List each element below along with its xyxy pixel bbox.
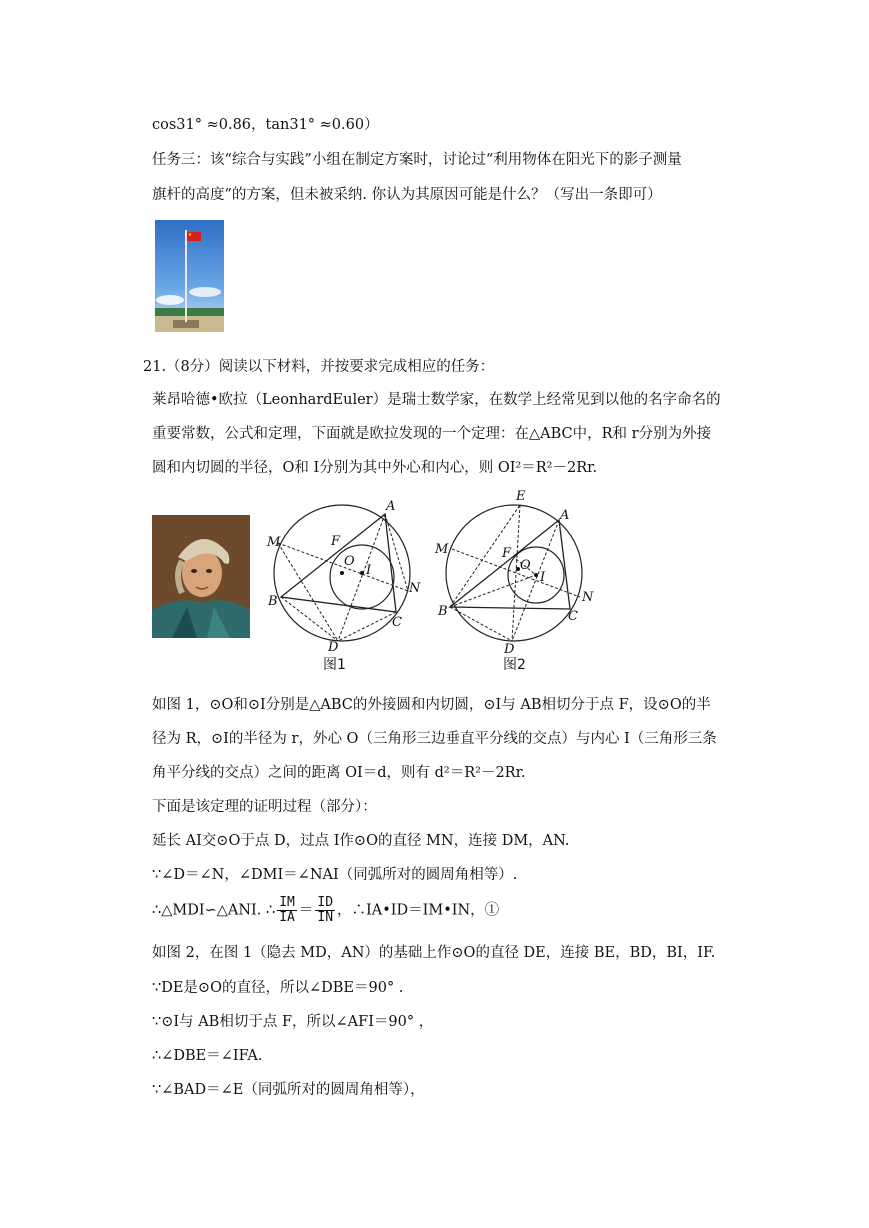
fig1-label-a: A: [386, 499, 396, 514]
frac2-numerator: ID: [317, 895, 334, 910]
task3-line-2: 旗杆的高度”的方案，但未被采纳. 你认为其原因可能是什么？（写出一条即可）: [152, 187, 662, 203]
fig1-label-o: O: [344, 554, 355, 569]
fig2-label-o: O: [520, 558, 531, 573]
fig1-label-b: B: [268, 594, 278, 609]
fig2-label-e: E: [516, 489, 526, 504]
fig1-label-m: M: [267, 535, 281, 550]
proof-line-3-start: ∴△MDI∽△ANI. ∴: [152, 902, 276, 919]
proof-line-6: ∵⊙I与 AB相切于点 F，所以∠AFI＝90° ，: [152, 1014, 434, 1030]
proof-line-3: [152, 896, 499, 925]
flagpole-photo: [155, 220, 224, 332]
task3-line-1: 任务三：该“综合与实践”小组在制定方案时，讨论过“利用物体在阳光下的影子测量: [152, 152, 682, 168]
para1-line-1: 如图 1，⊙O和⊙I分别是△ABC的外接圆和内切圆，⊙I与 AB相切分于点 F，设⊙O的半: [152, 697, 711, 713]
figure-1: [258, 493, 428, 658]
fig2-circumcircle: [446, 505, 582, 641]
figure-2-caption: 图2: [503, 657, 526, 673]
proof-header: 下面是该定理的证明过程（部分）：: [152, 799, 377, 815]
frac1-numerator: IM: [279, 895, 295, 910]
q21-header: 21.（8分）阅读以下材料，并按要求完成相应的任务：: [143, 359, 495, 375]
frac2-denominator: IN: [317, 910, 334, 925]
fraction-im-ia: [277, 896, 297, 925]
intro-line-3: 圆和内切圆的半径，O和 I分别为其中外心和内心，则 OI²＝R²－2Rr.: [152, 460, 598, 476]
intro-line-1: 莱昂哈德•欧拉（LeonhardEuler）是瑞士数学家，在数学上经常见到以他的名字命名的: [152, 392, 721, 408]
fig2-label-b: B: [438, 604, 448, 619]
fig1-triangle-abc: [281, 514, 396, 612]
fig2-label-n: N: [582, 590, 594, 605]
fig2-label-c: C: [568, 609, 578, 624]
fig1-label-c: C: [392, 615, 402, 630]
fig1-label-f: F: [331, 534, 341, 549]
fig2-label-f: F: [502, 546, 512, 561]
proof-line-2: ∵∠D＝∠N，∠DMI＝∠NAI（同弧所对的圆周角相等）.: [152, 867, 518, 883]
figure-1-caption: 图1: [323, 657, 346, 673]
frac1-denominator: IA: [279, 910, 295, 925]
para1-line-3: 角平分线的交点）之间的距离 OI＝d，则有 d²＝R²－2Rr.: [152, 765, 526, 781]
fraction-id-in: [315, 896, 335, 925]
proof-line-5: ∵DE是⊙O的直径，所以∠DBE＝90° .: [152, 980, 404, 996]
proof-line-1: 延长 AI交⊙O于点 D，过点 I作⊙O的直径 MN，连接 DM，AN.: [152, 833, 570, 849]
fig1-label-i: I: [366, 563, 372, 578]
fig2-label-a: A: [560, 508, 570, 523]
fig2-label-i: I: [540, 570, 546, 585]
proof-line-3-end: ，∴IA•ID＝IM•IN，①: [337, 902, 500, 919]
text-line-cos: cos31° ≈0.86，tan31° ≈0.60）: [152, 117, 379, 133]
euler-portrait: [152, 515, 250, 638]
para1-line-2: 径为 R，⊙I的半径为 r，外心 O（三角形三边垂直平分线的交点）与内心 I（三角形三条: [152, 731, 717, 747]
proof-line-8: ∵∠BAD＝∠E（同弧所对的圆周角相等），: [152, 1082, 425, 1098]
fig1-label-n: N: [409, 581, 421, 596]
fig1-label-d: D: [328, 640, 339, 655]
frac-equals: ＝: [298, 902, 314, 919]
fig2-label-d: D: [504, 642, 515, 657]
proof-line-4: 如图 2，在图 1（隐去 MD，AN）的基础上作⊙O的直径 DE，连接 BE，BD，BI，IF.: [152, 945, 716, 961]
fig2-label-m: M: [435, 542, 449, 557]
proof-line-7: ∴∠DBE＝∠IFA.: [152, 1048, 263, 1064]
intro-line-2: 重要常数，公式和定理，下面就是欧拉发现的一个定理：在△ABC中，R和 r分别为外接: [152, 426, 712, 442]
figure-2: [432, 487, 602, 657]
